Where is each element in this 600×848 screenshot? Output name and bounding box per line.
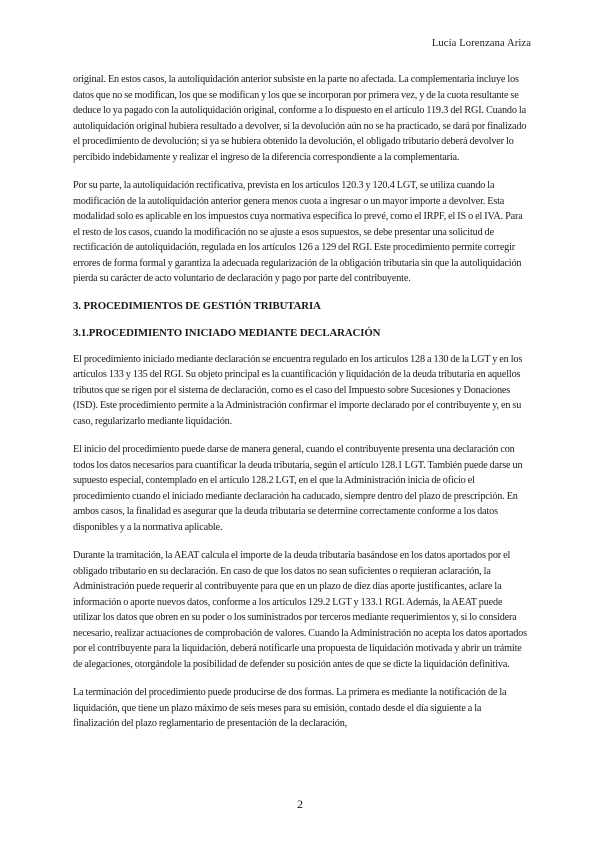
body-paragraph: Por su parte, la autoliquidación rectificativa, prevista en los artículos 120.3 y 120.4 LGT, se utiliza cuando la modificación de la autoliquidación anterior genera menos cuota a ingresar o un mayor importe a devolver. Esta modalidad solo es aplicable en los impuestos cuya normativa específica lo prevé, como el IRPF, el IS o el IVA. Para el resto de los casos, cuando la modificación no se ajuste a esos supuestos, se debe presentar una solicitud de rectificación de autoliquidación, regulada en los artículos 126 a 129 del RGI. Este procedimiento permite corregir errores de forma formal y garantiza la adecuada regularización de la obligación tributaria sin que la autoliquidación pierda su carácter de acto voluntario de declaración y pago por parte del contribuyente.: [73, 180, 523, 284]
body-paragraph: El inicio del procedimiento puede darse de manera general, cuando el contribuyente presenta una declaración con todos los datos necesarios para cuantificar la deuda tributaria, según el artículo 128.1 LGT. También puede darse un supuesto especial, contemplado en el artículo 128.2 LGT, en el que la Administración inicia de oficio el procedimiento cuando el iniciado mediante declaración ha caducado, siempre dentro del plazo de prescripción. En ambos casos, la finalidad es asegurar que la deuda tributaria se determine correctamente conforme a los datos disponibles y a la normativa aplicable.: [73, 444, 523, 533]
body-paragraph: La terminación del procedimiento puede producirse de dos formas. La primera es mediante la notificación de la liquidación, que tiene un plazo máximo de seis meses para su emisión, contado desde el día siguiente a la finalización del plazo reglamentario de presentación de la declaración,: [73, 687, 507, 729]
body-paragraph: El procedimiento iniciado mediante declaración se encuentra regulado en los artículos 128 a 130 de la LGT y en los artículos 133 y 135 del RGI. Su objeto principal es la cuantificación y liquidación de la deuda tributaria en aquellos tributos que se rigen por el sistema de declaración, como es el caso del Impuesto sobre Sucesiones y Donaciones (ISD). Este procedimiento permite a la Administración confirmar el importe declarado por el contribuyente y, en su caso, regularizarlo mediante liquidación.: [73, 353, 523, 427]
page-body: [73, 72, 529, 745]
body-paragraph: original. En estos casos, la autoliquidación anterior subsiste en la parte no afectada. La complementaria incluye los datos que no se modifican, los que se modifican y los que se incorporan por primera vez, y de la cuota resultante se deduce lo ya pagado con la autoliquidación original, conforme a lo dispuesto en el artículo 119.3 del RGI. Cuando la autoliquidación original hubiera resultado a devolver, si la devolución aún no se ha practicado, se dará por finalizado el procedimiento de devolución; si ya se hubiera obtenido la devolución, el obligado tributario deberá devolver lo percibido indebidamente y realizar el ingreso de la diferencia correspondiente a la complementaria.: [73, 74, 527, 163]
body-paragraph: Durante la tramitación, la AEAT calcula el importe de la deuda tributaria basándose en los datos aportados por el obligado tributario en su declaración. En caso de que los datos no sean suficientes o requieran aclaración, la Administración puede requerir al contribuyente para que en un plazo de diez días aporte justificantes, aclare la información o aporte nuevos datos, conforme a los artículos 129.2 LGT y 133.1 RGI. Además, la AEAT puede utilizar los datos que obren en su poder o los suministrados por terceros mediante requerimientos y, si lo considera necesario, realizar actuaciones de comprobación de valores. Cuando la Administración no acepta los datos aportados por el contribuyente para la liquidación, deberá notificarle una propuesta de liquidación motivada y abrir un trámite de alegaciones, otorgándole la posibilidad de defender su posición antes de que se dicte la liquidación definitiva.: [73, 550, 527, 670]
subsection-heading: 3.1.PROCEDIMIENTO INICIADO MEDIANTE DECLARACIÓN: [73, 326, 381, 339]
section-heading: 3. PROCEDIMIENTOS DE GESTIÓN TRIBUTARIA: [73, 299, 321, 312]
page-header-author: Lucía Lorenzana Ariza: [431, 38, 531, 49]
page-number: 2: [297, 797, 303, 811]
